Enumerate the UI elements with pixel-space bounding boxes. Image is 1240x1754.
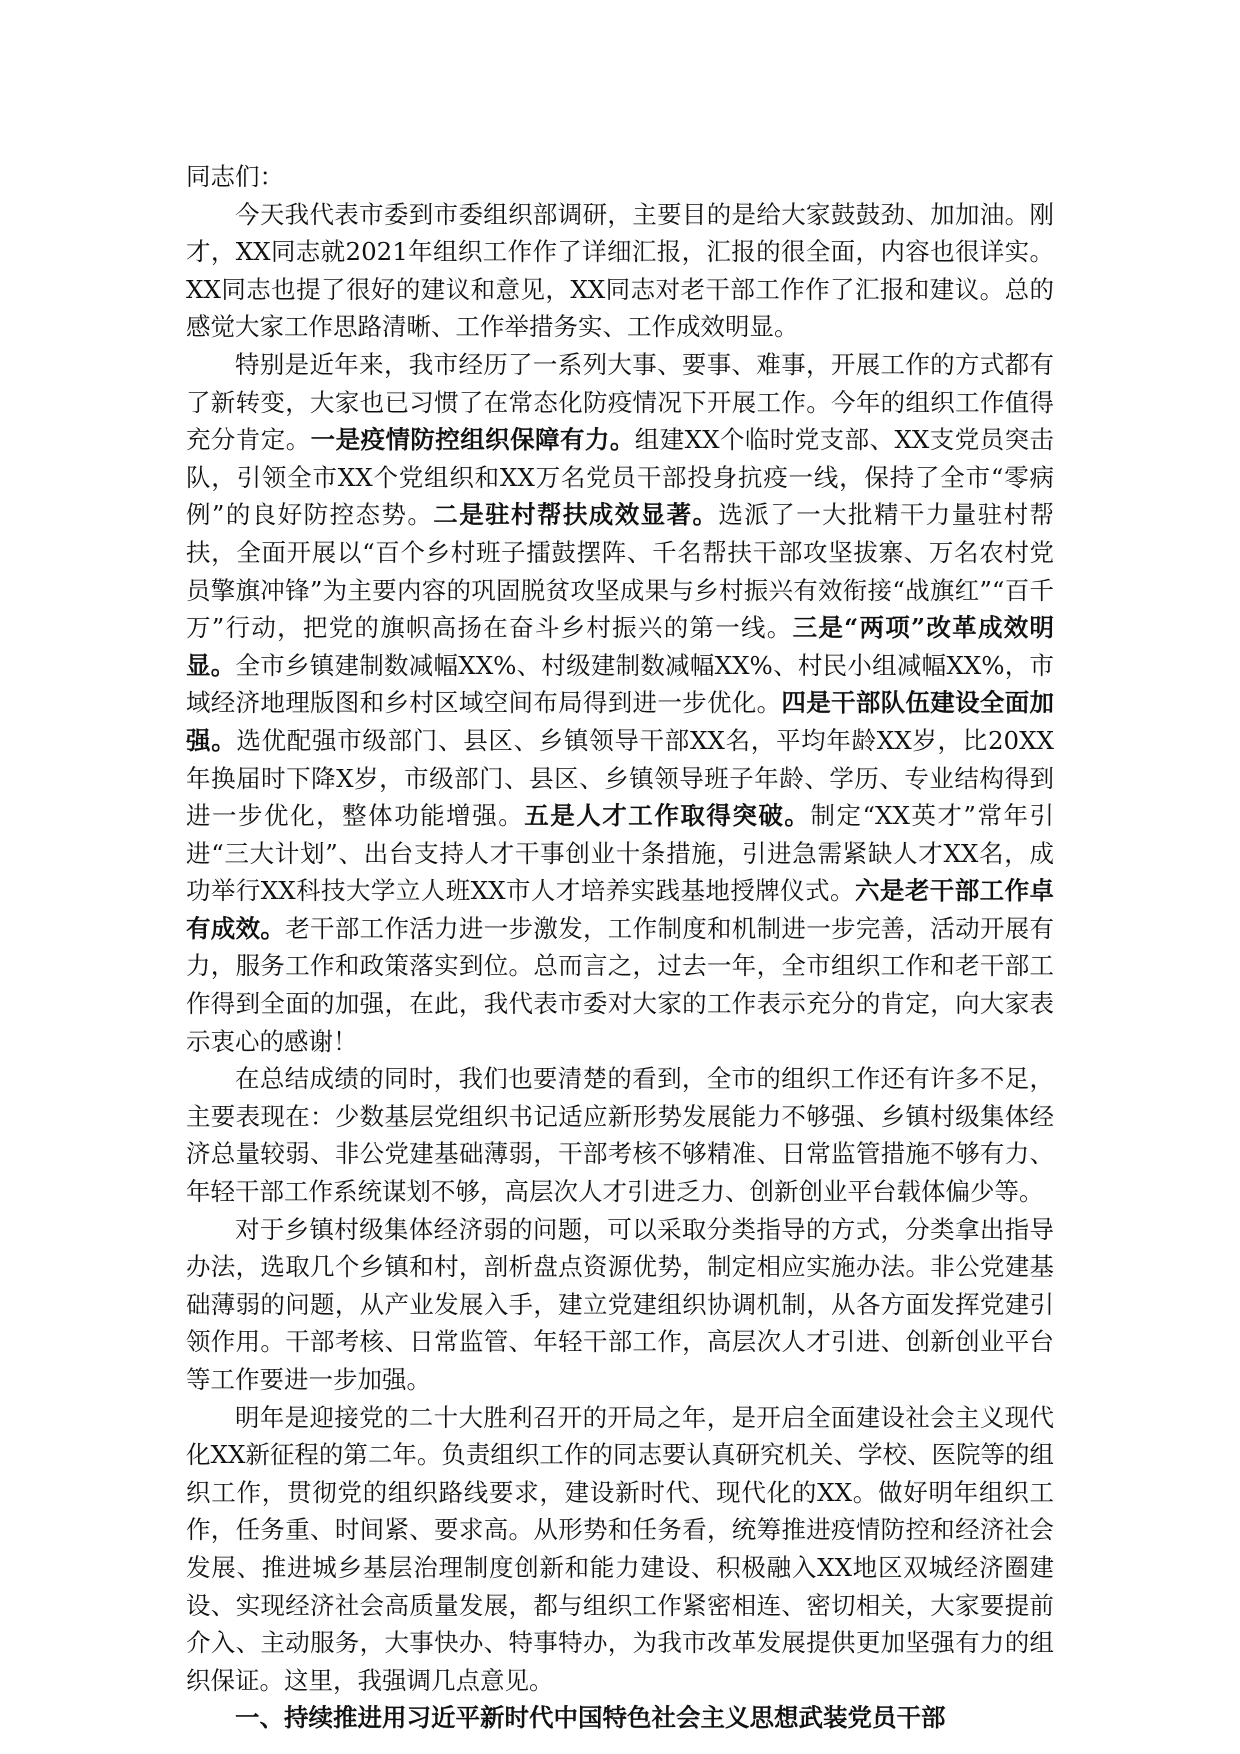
section-heading-1: 一、持续推进用习近平新时代中国特色社会主义思想武装党员干部 (235, 1703, 946, 1733)
document-page (186, 158, 1054, 1737)
paragraph-achievements (186, 346, 1054, 1060)
achievement-4-text: 选优配强市级部门、县区、乡镇领导干部XX名，平均年龄XX岁，比20XX年换届时下降X岁，市级部门、县区、乡镇领导班子年龄、学历、专业结构得到进一步优化，整体功能增强。 (186, 725, 1055, 831)
achievement-5-heading: 五是人才工作取得突破。 (524, 801, 811, 831)
achievement-2-heading: 二是驻村帮扶成效显著。 (433, 500, 719, 530)
salutation: 同志们： (186, 162, 284, 191)
achievements-intro: 特别是近年来，我市经历了一系列大事、要事、难事，开展工作的方式都有了新转变，大家也已习惯了在常态化防疫情况下开展工作。今年的组织工作值得充分肯定。 (186, 349, 1054, 455)
achievement-1-heading: 一是疫情防控组织保障有力。 (310, 425, 635, 455)
paragraph-solutions: 对于乡镇村级集体经济弱的问题，可以采取分类指导的方式，分类拿出指导办法，选取几个乡镇和村，剖析盘点资源优势，制定相应实施办法。非公党建基础薄弱的问题，从产业发展入手，建立党建组织协调机制，从各方面发挥党建引领作用。干部考核、日常监管、年轻干部工作，高层次人才引进、创新创业平台等工作要进一步加强。 (186, 1214, 1054, 1394)
achievement-5-text: 制定“XX英才”常年引进“三大计划”、出台支持人才干事创业十条措施，引进急需紧缺人才XX名，成功举行XX科技大学立人班XX市人才培养实践基地授牌仪式。 (186, 801, 1055, 906)
paragraph-shortcomings: 在总结成绩的同时，我们也要清楚的看到，全市的组织工作还有许多不足，主要表现在：少数基层党组织书记适应新形势发展能力不够强、乡镇村级集体经济总量较弱、非公党建基础薄弱，干部考核不够精准、日常监管措施不够有力、年轻干部工作系统谋划不够，高层次人才引进乏力、创新创业平台载体偏少等。 (186, 1064, 1054, 1207)
achievement-3-text: 全市乡镇建制数减幅XX%、村级建制数减幅XX%、村民小组减幅XX%，市域经济地理版图和乡村区域空间布局得到进一步优化。 (186, 650, 1054, 718)
paragraph-next-year: 明年是迎接党的二十大胜利召开的开局之年，是开启全面建设社会主义现代化XX新征程的第二年。负责组织工作的同志要认真研究机关、学校、医院等的组织工作，贯彻党的组织路线要求，建设新时代、现代化的XX。做好明年组织工作，任务重、时间紧、要求高。从形势和任务看，统筹推进疫情防控和经济社会发展、推进城乡基层治理制度创新和能力建设、积极融入XX地区双城经济圈建设、实现经济社会高质量发展，都与组织工作紧密相连、密切相关，大家要提前介入、主动服务，大事快办、特事特办，为我市改革发展提供更加坚强有力的组织保证。这里，我强调几点意见。 (186, 1402, 1054, 1695)
achievement-4-heading: 四是干部队伍建设全面加强。 (186, 688, 1055, 755)
paragraph-report-summary: 今天我代表市委到市委组织部调研，主要目的是给大家鼓鼓劲、加加油。刚才，XX同志就2021年组织工作作了详细汇报，汇报的很全面，内容也很详实。XX同志也提了很好的建议和意见，XX同志对老干部工作作了汇报和建议。总的感觉大家工作思路清晰、工作举措务实、工作成效明显。 (186, 199, 1054, 342)
achievement-2-text: 选派了一大批精干力量驻村帮扶，全面开展以“百个乡村班子擂鼓摆阵、千名帮扶干部攻坚拔寨、万名农村党员擎旗冲锋”为主要内容的巩固脱贫攻坚成果与乡村振兴有效衔接“战旗红”“百千万”行动，把党的旗帜高扬在奋斗乡村振兴的第一线。 (186, 500, 1055, 643)
achievement-6-heading: 六是老干部工作卓有成效。 (186, 876, 1055, 943)
achievement-6-text: 老干部工作活力进一步激发，工作制度和机制进一步完善，活动开展有力，服务工作和政策落实到位。总而言之，过去一年，全市组织工作和老干部工作得到全面的加强，在此，我代表市委对大家的工作表示充分的肯定，向大家表示衷心的感谢！ (186, 913, 1055, 1056)
achievement-1-text: 组建XX个临时党支部、XX支党员突击队，引领全市XX个党组织和XX万名党员干部投身抗疫一线，保持了全市“零病例”的良好防控态势。 (186, 425, 1054, 530)
achievement-3-heading: 三是“两项”改革成效明显。 (186, 613, 1054, 680)
